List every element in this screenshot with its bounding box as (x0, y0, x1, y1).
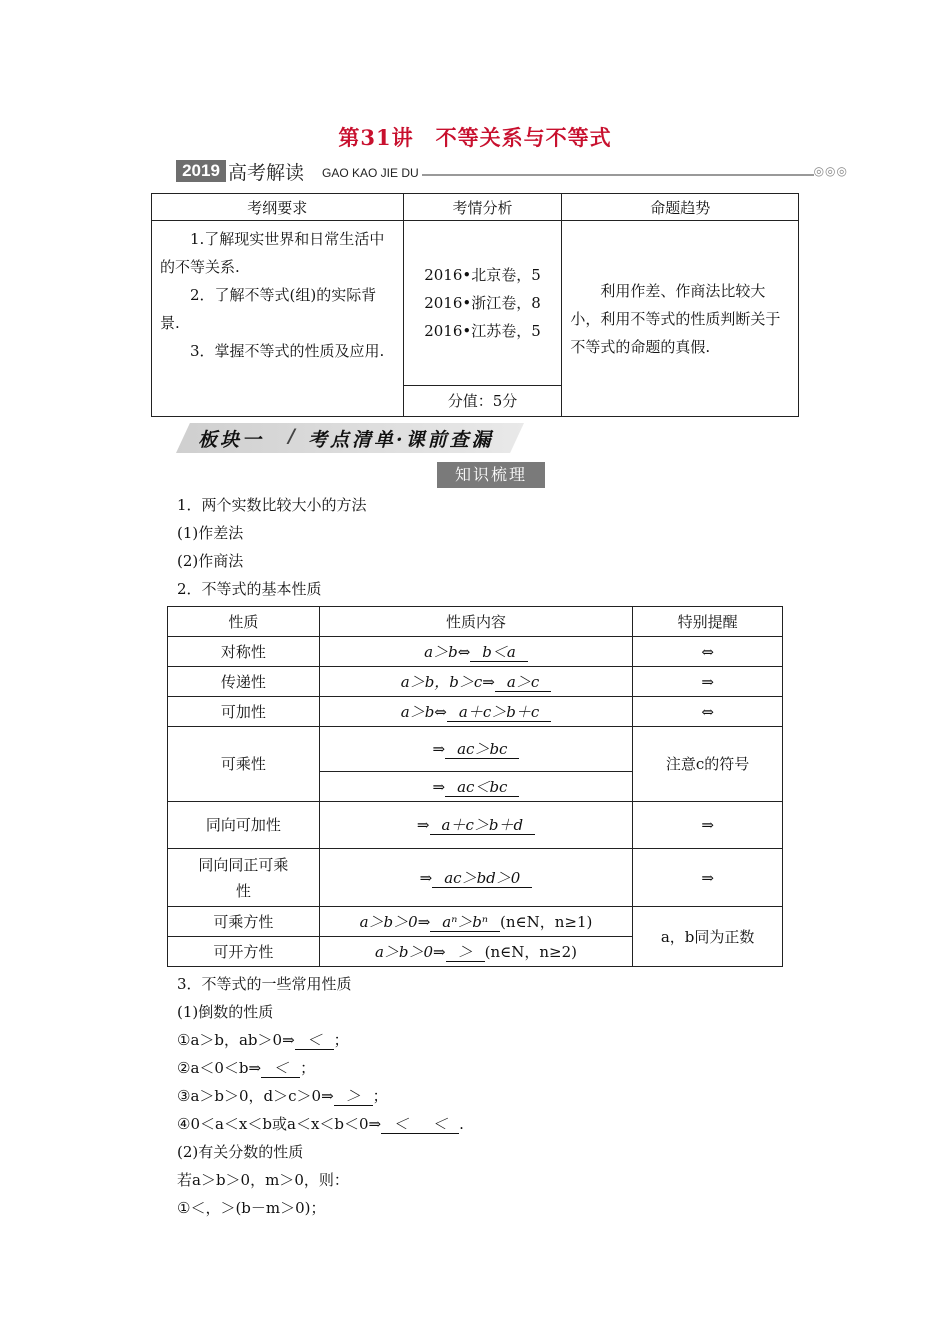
property-name: 传递性 (168, 667, 320, 697)
property-note: ⇒ (633, 802, 783, 849)
answer-blank: aⁿ＞bⁿ (430, 913, 500, 932)
text-line-2: (1)作差法 (177, 524, 244, 542)
answer-blank: a＞c (495, 673, 551, 692)
text-line-8 (177, 1057, 315, 1078)
header-trend: 命题趋势 (562, 194, 799, 221)
text-line-9 (177, 1085, 388, 1106)
answer-blank: ac＞bd＞0 (432, 869, 532, 888)
header-content: 性质内容 (319, 607, 632, 637)
answer-blank: ＞ (446, 943, 485, 962)
answer-blank: ＜ (381, 1115, 420, 1134)
content-suffix: (n∈N，n≥2) (484, 942, 578, 961)
answer-blank-2: ＜ (420, 1115, 459, 1134)
content-prefix: a＞b⇔ (400, 702, 447, 721)
property-name: 同向同正可乘性 (168, 849, 320, 907)
line-prefix: ②a＜0＜b⇒ (177, 1059, 262, 1077)
line-suffix: ； (300, 1059, 316, 1077)
requirement-1: 1.了解现实世界和日常生活中的不等关系. (160, 230, 385, 276)
line-suffix: . (459, 1115, 464, 1133)
property-content (319, 849, 632, 907)
table-row (168, 637, 783, 667)
answer-blank: ＜ (261, 1059, 300, 1078)
requirement-2: 2．了解不等式(组)的实际背景. (160, 286, 377, 332)
text-line-7 (177, 1029, 349, 1050)
property-name: 可乘性 (168, 727, 320, 802)
property-name: 可乘方性 (168, 907, 320, 937)
content-prefix: a＞b⇔ (424, 642, 471, 661)
table-row (168, 667, 783, 697)
text-line-3: (2)作商法 (177, 552, 244, 570)
answer-blank: ac＜bc (445, 778, 519, 797)
page-title: 第31讲 不等关系与不等式 (338, 125, 612, 150)
requirement-3: 3．掌握不等式的性质及应用. (190, 342, 385, 360)
property-name: 可加性 (168, 697, 320, 727)
text-line-4: 2．不等式的基本性质 (177, 580, 322, 598)
trend-cell: 利用作差、作商法比较大小，利用不等式的性质判断关于不等式的命题的真假. (562, 221, 799, 417)
header-note: 特别提醒 (633, 607, 783, 637)
answer-blank: ＜ (295, 1031, 334, 1050)
property-content (319, 937, 632, 967)
content-prefix: a＞b＞0⇒ (359, 912, 431, 931)
content-prefix: a＞b＞0⇒ (374, 942, 446, 961)
section-header (176, 423, 524, 453)
content-prefix: a＞b，b＞c⇒ (400, 672, 495, 691)
answer-blank: ac＞bc (445, 740, 519, 759)
text-line-12: 若a＞b＞0，m＞0，则： (177, 1171, 349, 1189)
property-note: ⇒ (633, 667, 783, 697)
property-note: 注意c的符号 (633, 727, 783, 802)
property-content (319, 772, 632, 802)
table-row (168, 727, 783, 772)
property-name: 同向可加性 (168, 802, 320, 849)
banner-year: 2019 (176, 160, 226, 182)
property-note: a，b同为正数 (633, 907, 783, 967)
line-prefix: ④0＜a＜x＜b或a＜x＜b＜0⇒ (177, 1115, 382, 1133)
table-row (168, 907, 783, 937)
property-note: ⇒ (633, 849, 783, 907)
answer-blank: a＋c＞b＋c (447, 703, 551, 722)
property-content (319, 637, 632, 667)
analysis-2: 2016•浙江卷，8 (424, 294, 541, 312)
property-content (319, 907, 632, 937)
text-line-1: 1．两个实数比较大小的方法 (177, 496, 367, 514)
banner-label: 高考解读 (228, 162, 305, 184)
property-content (319, 667, 632, 697)
section-part2: 考点清单·课前查漏 (308, 429, 494, 451)
text-line-11: (2)有关分数的性质 (177, 1143, 304, 1161)
score-cell: 分值：5分 (403, 386, 562, 417)
answer-blank: b＜a (470, 643, 528, 662)
content-prefix: ⇒ (432, 777, 446, 796)
line-suffix: ； (372, 1087, 388, 1105)
section-slash-icon: / (288, 425, 298, 447)
analysis-3: 2016•江苏卷，5 (424, 322, 541, 340)
inequality-properties-table (167, 606, 783, 967)
header-analysis: 考情分析 (403, 194, 562, 221)
property-note: ⇔ (633, 697, 783, 727)
exam-outline-table (151, 193, 799, 417)
banner-rule (422, 174, 814, 176)
content-prefix: ⇒ (432, 740, 446, 758)
text-line-13: ①＜，＞(b－m＞0)； (177, 1199, 326, 1217)
property-note: ⇔ (633, 637, 783, 667)
answer-blank: ＞ (334, 1087, 373, 1106)
requirements-cell (152, 221, 404, 417)
property-content (319, 697, 632, 727)
analysis-cell (403, 221, 562, 386)
answer-blank: a＋c＞b＋d (430, 816, 536, 835)
banner-pinyin: GAO KAO JIE DU (322, 166, 419, 180)
line-prefix: ①a＞b，ab＞0⇒ (177, 1031, 295, 1049)
content-prefix: ⇒ (416, 816, 430, 834)
line-suffix: ； (333, 1031, 349, 1049)
analysis-1: 2016•北京卷，5 (424, 266, 541, 284)
text-line-6: (1)倒数的性质 (177, 1003, 274, 1021)
property-content (319, 802, 632, 849)
property-name: 对称性 (168, 637, 320, 667)
content-suffix: (n∈N，n≥1) (500, 912, 593, 931)
table-row (168, 849, 783, 907)
header-property: 性质 (168, 607, 320, 637)
property-name: 可开方性 (168, 937, 320, 967)
content-prefix: ⇒ (419, 868, 433, 887)
section-part1: 板块一 (198, 429, 265, 451)
table-row (168, 697, 783, 727)
table-row (168, 802, 783, 849)
banner-dots-icon: ◎◎◎ (813, 164, 848, 178)
text-line-5: 3．不等式的一些常用性质 (177, 975, 352, 993)
header-requirements: 考纲要求 (152, 194, 404, 221)
knowledge-tag: 知识梳理 (437, 462, 545, 488)
line-prefix: ③a＞b＞0，d＞c＞0⇒ (177, 1087, 334, 1105)
gaokao-banner (176, 158, 848, 184)
text-line-10 (177, 1113, 464, 1134)
property-content (319, 727, 632, 772)
